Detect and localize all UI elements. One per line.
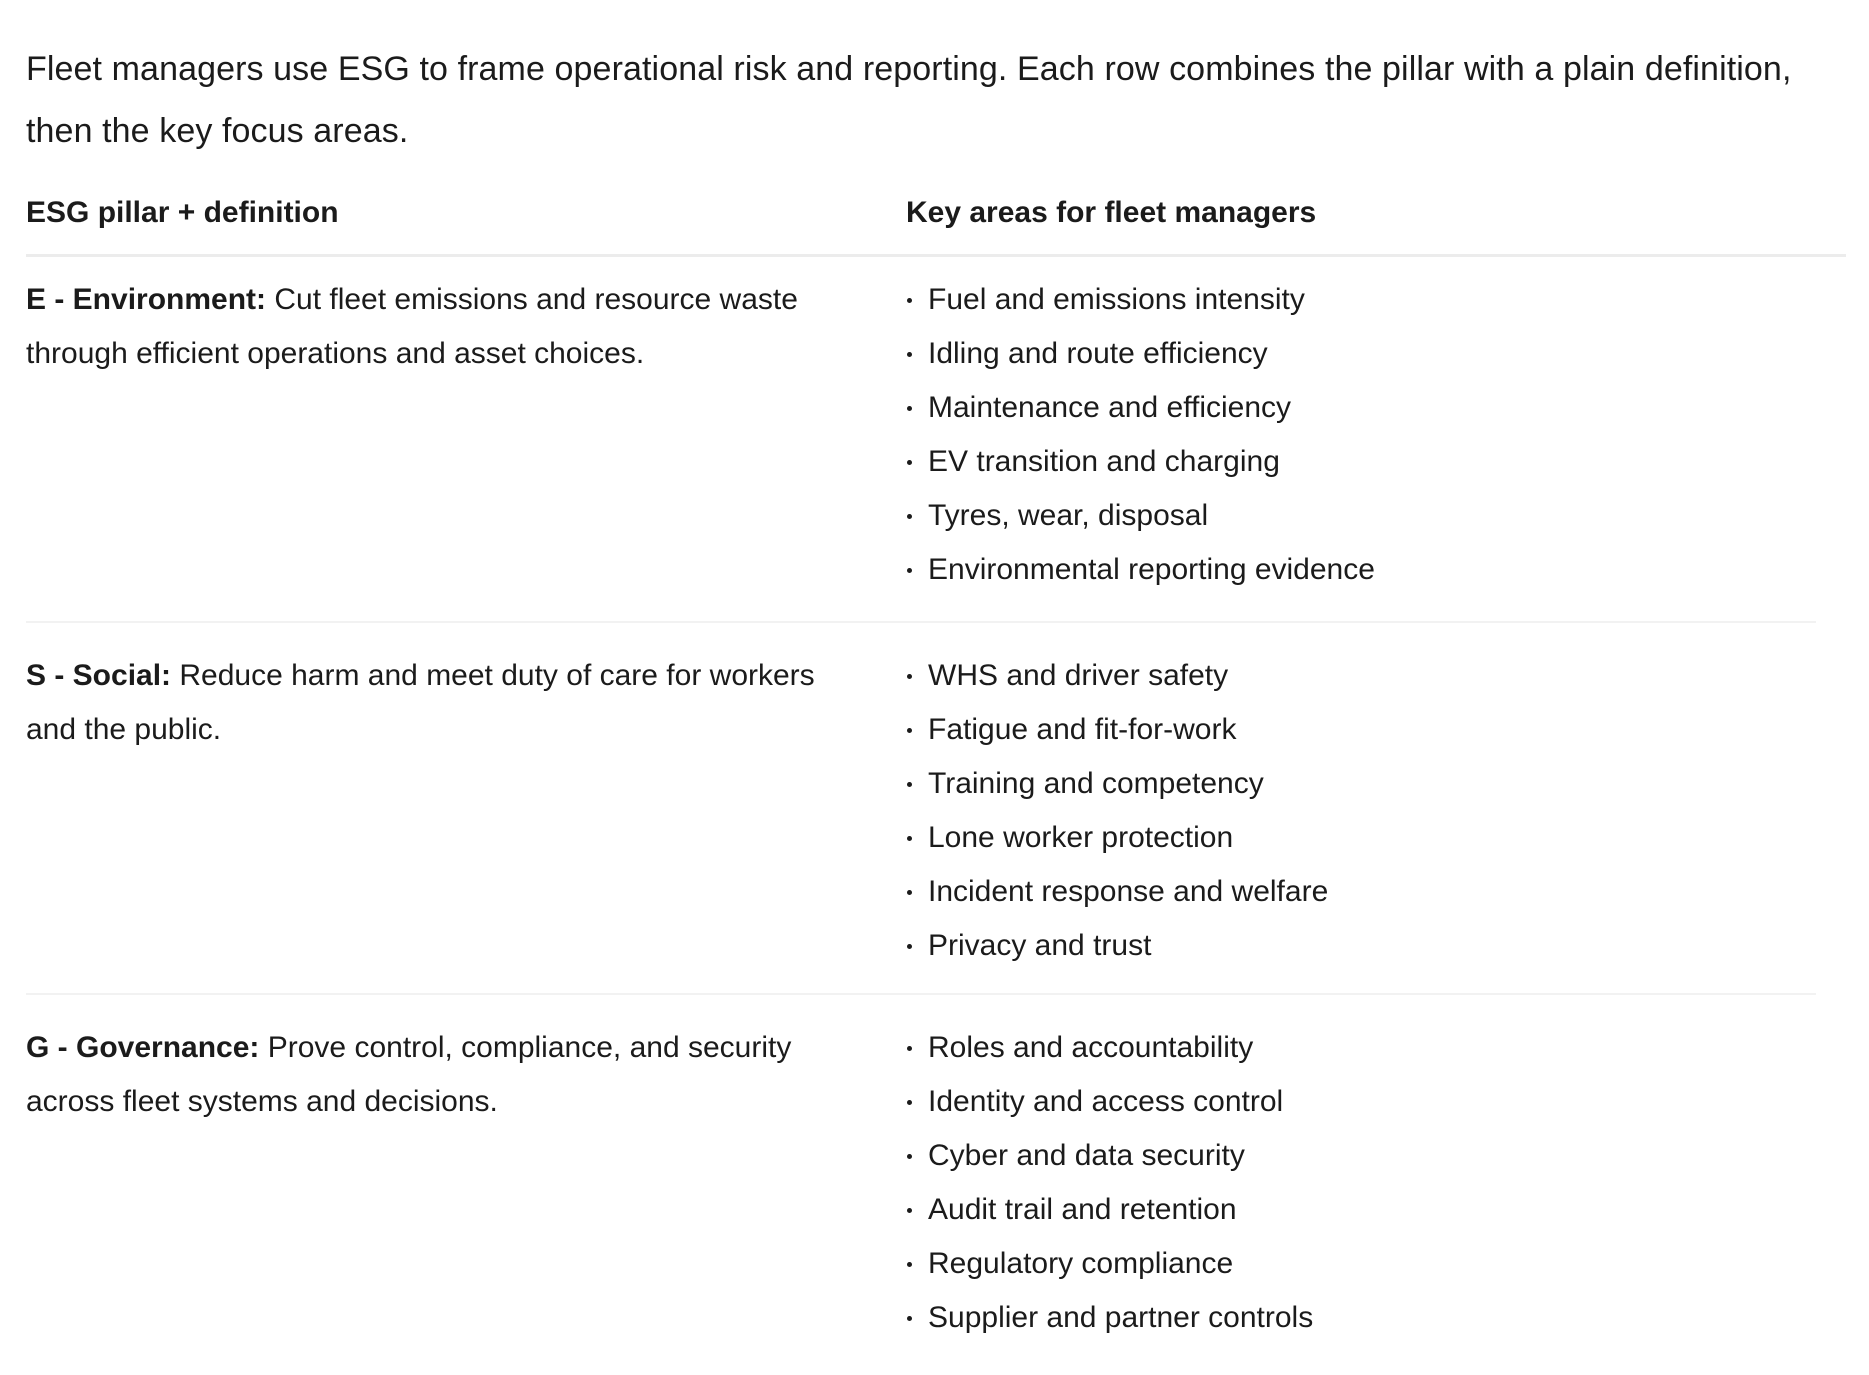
list-item: Fuel and emissions intensity xyxy=(906,273,1816,327)
column-header-pillar: ESG pillar + definition xyxy=(26,196,339,229)
pillar-name: E - Environment: xyxy=(26,283,267,316)
list-item: EV transition and charging xyxy=(906,435,1816,489)
list-item: Fatigue and fit-for-work xyxy=(906,703,1816,757)
list-item: Privacy and trust xyxy=(906,919,1816,973)
table-row-governance xyxy=(26,995,1816,1375)
list-item: WHS and driver safety xyxy=(906,649,1816,703)
table-header-row xyxy=(26,182,1846,257)
table-row-social xyxy=(26,623,1816,995)
intro-paragraph: Fleet managers use ESG to frame operational risk and reporting. Each row combines the pillar with a plain definition, then the key focus areas. xyxy=(26,50,1792,150)
list-item: Cyber and data security xyxy=(906,1129,1816,1183)
list-item: Tyres, wear, disposal xyxy=(906,489,1816,543)
table-row-environment xyxy=(26,257,1816,623)
list-item: Roles and accountability xyxy=(906,1021,1816,1075)
key-areas-list xyxy=(906,649,1816,973)
pillar-definition: Cut fleet emissions and resource waste through efficient operations and asset choices. xyxy=(26,283,798,370)
list-item: Regulatory compliance xyxy=(906,1237,1816,1291)
list-item: Idling and route efficiency xyxy=(906,327,1816,381)
list-item: Maintenance and efficiency xyxy=(906,381,1816,435)
pillar-definition: Prove control, compliance, and security across fleet systems and decisions. xyxy=(26,1031,792,1118)
key-areas-cell xyxy=(906,649,1816,993)
list-item: Lone worker protection xyxy=(906,811,1816,865)
list-item: Identity and access control xyxy=(906,1075,1816,1129)
pillar-definition-cell xyxy=(26,273,906,621)
pillar-name: G - Governance: xyxy=(26,1031,260,1064)
list-item: Audit trail and retention xyxy=(906,1183,1816,1237)
column-header-key-areas: Key areas for fleet managers xyxy=(906,196,1317,229)
list-item: Environmental reporting evidence xyxy=(906,543,1816,597)
pillar-definition-cell xyxy=(26,649,906,993)
pillar-name: S - Social: xyxy=(26,659,172,692)
list-item: Supplier and partner controls xyxy=(906,1291,1816,1345)
list-item: Incident response and welfare xyxy=(906,865,1816,919)
page-content xyxy=(26,38,1846,1375)
key-areas-cell xyxy=(906,273,1816,621)
pillar-definition-cell xyxy=(26,1021,906,1375)
list-item: Training and competency xyxy=(906,757,1816,811)
pillar-definition: Reduce harm and meet duty of care for workers and the public. xyxy=(26,659,815,746)
key-areas-list xyxy=(906,273,1816,597)
key-areas-cell xyxy=(906,1021,1816,1375)
key-areas-list xyxy=(906,1021,1816,1345)
